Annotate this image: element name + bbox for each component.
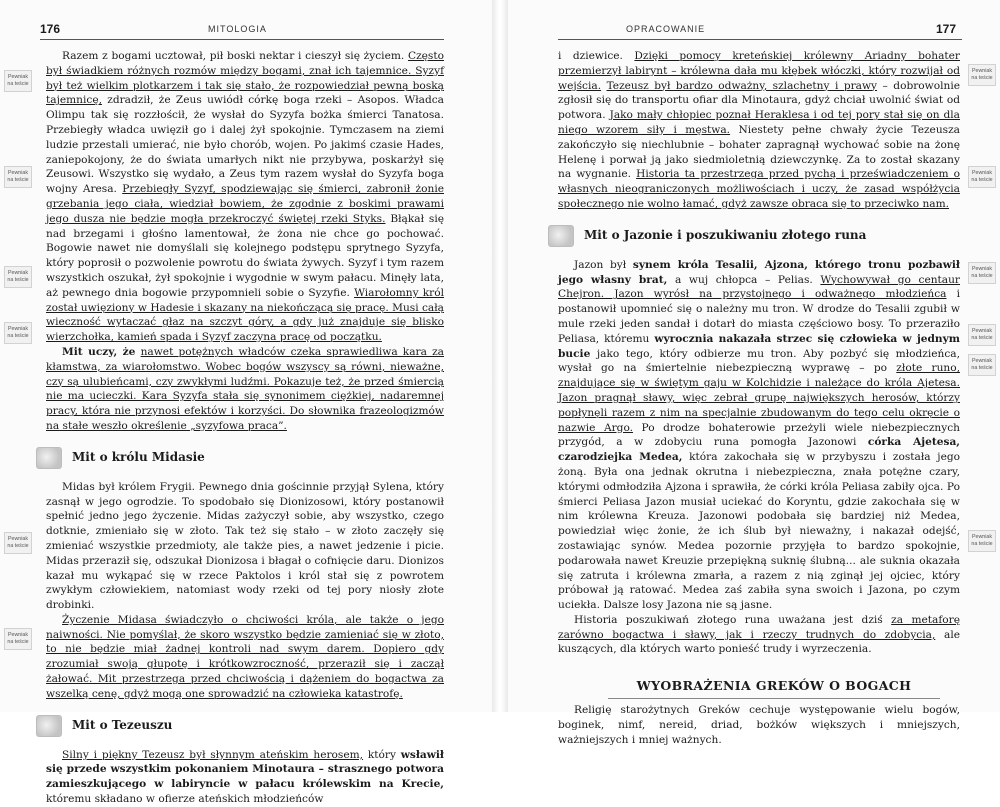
underlined-text: Wychowywał go centaur Chejron. Jazon wyrósł na przystojnego i odważnego młodzieńca	[558, 273, 960, 301]
underlined-text: nawet potężnych władców czeka sprawiedliwa kara za kłamstwa, za wiarołomstwo. Wobec bogów wszyscy są równi, nieważne, czy są ulubieńcami, czy zwykłymi ludźmi. Pokazuje też, że przed śmiercią nie ma ucieczki. Kara Syzyfa stała się synonimem ciężkiej, nadaremnej pracy, która nie przynosi efektów i korzyści. Do słownika frazeologizmów na stałe weszło określenie „syzyfowa praca”.	[46, 345, 445, 432]
running-head: OPRACOWANIE	[626, 24, 706, 34]
text-segment: jako tego, który odbierze mu tron. Aby pozbyć się młodzieńca, wysłał go na śmiertelnie niebezpieczną wyprawę – po	[558, 347, 960, 375]
text-segment: Midas był królem Frygii. Pewnego dnia gościnnie przyjął Sylena, który zasnął w jego ogrodzie. To spodobało się Dionizosowi, który postanowił spełnić jedno jego życzenie. Midas zażyczył sobie, aby wszystko, czego dotknie, zmieniało się w złoto. Tak też się stało – w złoto zaczęły się zmieniać wszystkie przedmioty, ale także pies, a nawet jedzenie i picie. Midas przeraził się, odszukał Dionizosa i błagał o cofnięcie daru. Dionizos kazał mu wykąpać się w rzece Paktolos i król stał się z powrotem zwykłym człowiekiem, natomiast wody rzeki od tej pory niosły złote drobinki.	[46, 480, 444, 612]
underlined-text: Historia ta przestrzega przed pychą i przeświadczeniem o własnych nieograniczonych możliwościach i uczy, że zasad współżycia społecznego nie wolno łamać, gdyż zawsze obraca się to przeciwko nam.	[558, 168, 960, 210]
text-segment: która zakochała się w przybyszu i została jego żoną. Była ona jednak okrutna i niebezpieczna, znała potężne czary, którymi odmłodziła Ajzona i sprawiła, że córki króla Peliasa zabiły ojca. Po śmierci Peliasa Jazon musiał uciekać do Koryntu, gdzie zakochała się w nim królewna Kreuza. Jazonowi podobała się bardziej niż Medea, powiedział więc żonie, że ich ślub był nieważny, i nakazał odejść, zostawiając synów. Medea pozornie przyjęła to bardzo spokojnie, podarowała nawet Kreuzie przepiękną suknię ślubną... ale suknia okazała się zatruta i królewna zmarła, a razem z nią zginął jej ojciec, który próbował ją ratować. Medea zaś zabiła syna swoich i Jazona, po czym uciekła. Dalsze losy Jazona nie są jasne.	[558, 451, 960, 612]
page-number: 177	[936, 22, 957, 36]
paragraph	[558, 49, 960, 212]
header-rule	[40, 39, 444, 40]
sticky-note: Pewniak na teście	[4, 266, 32, 288]
sticky-note: Pewniak na teście	[968, 64, 996, 86]
underlined-text: Życzenie Midasa świadczyło o chciwości króla, ale także o jego naiwności. Nie pomyślał, że skoro wszystko będzie zamieniać się w złoto, to nie będzie miał żadnej kontroli nad swym darem. Dopiero gdy zrozumiał swoją głupotę i krótkowzroczność, przeraził się i zaczął żałować. Mit przestrzega przed chciwością i dążeniem do bogactwa za wszelką cenę, gdyż mogą one sprowadzić na człowieka katastrofę.	[46, 613, 444, 700]
underlined-text: złote runo, znajdujące się w świętym gaju w Kolchidzie i należące do króla Ajetesa. Jazon pragnął sławy, więc zebrał grupę największych herosów, którzy popłynęli razem z nim na specjalnie zbudowanym do tego celu okręcie o nazwie Argo.	[558, 362, 960, 434]
underlined-text: Syzyf był też wielkim plotkarzem i tak się stało, że rozpowiedział pewną boską tajemnicę,	[46, 64, 444, 107]
underlined-text: Dzięki pomocy kreteńskiej królewny Ariadny bohater przemierzył labirynt – królewna dała mu kłębek włóczki, który rozwijał od wejścia.	[558, 50, 960, 92]
left-page	[0, 0, 492, 806]
sticky-note: Pewniak na teście	[4, 628, 32, 650]
text-segment: a wuj chłopca – Pelias.	[667, 273, 821, 286]
sticky-note: Pewniak na teście	[4, 166, 32, 188]
text-segment: synem króla Tesalii, Ajzona, którego tronu pozbawił jego własny brat,	[558, 258, 961, 286]
underlined-text: za metaforę zarówno bogactwa i sławy, jak i rzeczy trudnych do zdobycia,	[558, 613, 960, 641]
text-segment: i dziewice.	[558, 50, 635, 62]
underlined-text: Jako mały chłopiec poznał Heraklesa i od tej pory stał się on dla niego wzorem siły i męstwa.	[558, 109, 960, 136]
sticky-note: Pewniak na teście	[968, 530, 996, 552]
underlined-text: Przebiegły Syzyf, spodziewając się śmierci, zabronił żonie grzebania jego ciała, wiedział bowiem, że zgodnie z boskimi prawami jego dusza nie będzie mogła przekroczyć świętej rzeki Styks.	[46, 183, 444, 225]
text-segment: Jazon był	[574, 258, 633, 271]
section-heading-jazon	[558, 222, 960, 250]
text-segment: któremu składano w ofierze ateńskich młodzieńców	[46, 793, 324, 806]
paragraph	[46, 480, 444, 613]
paragraph	[46, 748, 444, 807]
underlined-text: Silny i piękny Tezeusz był słynnym ateńskim herosem,	[62, 748, 364, 761]
sticky-note: Pewniak na teście	[4, 532, 32, 554]
underlined-text: Często był świadkiem różnych rozmów między bogami, znał ich tajemnice.	[46, 50, 444, 77]
text-segment: córka Ajetesa, czarodziejka Medea,	[558, 436, 960, 464]
paragraph	[558, 258, 960, 613]
text-segment: i postanowił upomnieć się o należny mu tron. W drodze do Tesalii zgubił w mule rzeki jeden sandał i dotarł do miasta częściowo bosy. To przeraziło Peliasa, któremu	[558, 288, 960, 345]
paragraph	[46, 613, 444, 702]
header-rule	[558, 39, 962, 40]
section-title: Mit o Tezeuszu	[72, 718, 173, 733]
underlined-text: Wiarołomny król został uwięziony w Hadesie i skazany na niekończącą się pracę. Musi całą wieczność wytaczać głaz na szczyt góry, a gdy już znajduje się blisko wierzchołka, kamień spada i Syzyf zaczyna pracę od początku.	[46, 286, 445, 344]
sticky-note: Pewniak na teście	[968, 354, 996, 376]
sticky-note: Pewniak na teście	[4, 70, 32, 92]
text-segment: ale kuszących, dla których warto ponieść trudy i wyrzeczenia.	[558, 628, 960, 656]
tezeusz-paragraphs	[46, 748, 444, 807]
section-heading-tezeusz	[46, 712, 444, 740]
page-number: 176	[40, 22, 61, 36]
running-head: MITOLOGIA	[208, 24, 267, 34]
paragraph	[46, 49, 444, 345]
text-segment: Historia poszukiwań złotego runa uważana jest dziś	[574, 613, 892, 626]
text-segment: – dobrowolnie zgłosił się do transportu ofiar dla Minotaura, gdyż chciał uwolnić świat od potwora.	[558, 79, 960, 122]
text-segment: Religię starożytnych Greków cechuje występowanie wielu bogów, boginek, nimf, nereid, driad, bożków większych i mniejszych, ważniejszych i mniej ważnych.	[558, 704, 960, 746]
section-icon	[36, 715, 62, 737]
left-page-text	[46, 49, 444, 807]
paragraph	[558, 703, 960, 747]
midas-paragraphs	[46, 480, 444, 702]
text-segment: Po drodze bohaterowie przeżyli wiele niebezpiecznych przygód, a w zdobyciu runa pomogła Jazonowi	[558, 421, 960, 449]
text-segment: który	[363, 748, 401, 761]
jazon-paragraphs	[558, 258, 960, 658]
syzyf-paragraphs	[46, 49, 444, 434]
text-segment: Błąkał się nad brzegami i głośno lamentował, że żona nie chce go pochować. Bogowie nawet nie domyślali się kolejnego podstępu sprytnego Syzyfa, który poprosił o pozwolenie powrotu do świata żywych. Syzyf i tym razem wszystkich oszukał, żył spokojnie i wygodnie w swym pałacu. Minęły lata, aż pewnego dnia bogowie przypomnieli sobie o Syzyfie.	[46, 212, 444, 299]
sticky-note: Pewniak na teście	[968, 262, 996, 284]
section-title: Mit o królu Midasie	[72, 450, 205, 465]
text-segment: wsławił się przede wszystkim pokonaniem Minotaura – strasznego potwora zamieszkującego w labiryncie w pałacu królewskim na Krecie,	[46, 748, 444, 791]
sticky-note: Pewniak na teście	[4, 322, 32, 344]
section-icon	[36, 447, 62, 469]
chapter-heading: WYOBRAŻENIA GREKÓW O BOGACH	[608, 679, 940, 699]
text-segment: Razem z bogami ucztował, pił boski nektar i cieszył się życiem.	[62, 50, 408, 62]
text-segment: Mit uczy, że	[62, 345, 136, 358]
text-segment: wyrocznia nakazała strzec się człowieka w jednym bucie	[558, 332, 960, 360]
tezeusz-continued-paragraphs	[558, 49, 960, 212]
section-heading-midas	[46, 444, 444, 472]
right-page-text	[558, 49, 960, 747]
paragraph	[558, 613, 960, 657]
chapter-paragraphs	[558, 703, 960, 747]
book-gutter	[492, 0, 508, 712]
section-title: Mit o Jazonie i poszukiwaniu złotego runa	[584, 228, 867, 243]
text-segment: zdradził, że Zeus uwiódł córkę boga rzeki – Asopos. Władca Olimpu tak się rozzłościł, że wysłał do Syzyfa bożka śmierci Tanatosa. Przebiegły władca uwięził go i dalej żył spokojnie. Tymczasem na ziemi ludzie przestali umierać, nie było chorób, wojen. Po jakimś czasie Hades, zaniepokojony, że do świata umarłych nikt nie przybywa, poskarżył się Zeusowi. Wszystko się wydało, a Zeus tym razem wysłał do Syzyfa boga wojny Aresa.	[46, 94, 444, 196]
text-segment: Niestety pełne chwały życie Tezeusza zakończyło się niechlubnie – bohater zapragnął wychować sobie na żonę Helenę i porwał ją jako siedmioletnią dziewczynkę. Za to został skazany na wygnanie.	[558, 123, 960, 181]
paragraph	[46, 345, 444, 434]
right-page	[508, 0, 1000, 746]
sticky-note: Pewniak na teście	[968, 166, 996, 188]
sticky-note: Pewniak na teście	[968, 324, 996, 346]
section-icon	[548, 225, 574, 247]
underlined-text: Tezeusz był bardzo odważny, szlachetny i prawy	[606, 79, 878, 92]
